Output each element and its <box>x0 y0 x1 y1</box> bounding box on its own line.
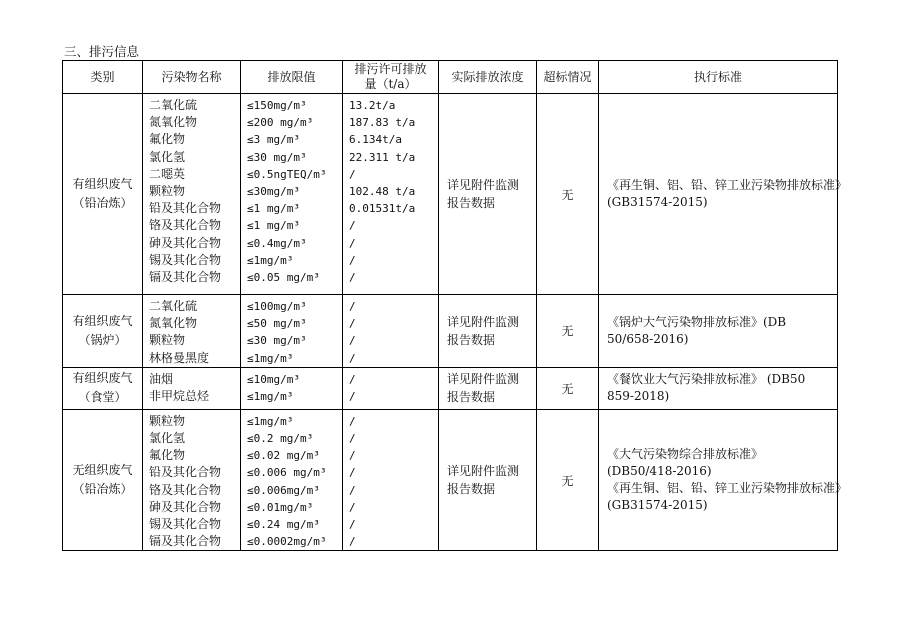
standard-cell <box>599 295 838 368</box>
header-permit <box>343 61 439 94</box>
permit-list-cell <box>343 409 439 551</box>
limit-list-cell <box>241 94 343 295</box>
pollutant-list-cell <box>143 295 241 368</box>
pollutant-name: 砷及其化合物 <box>149 235 222 250</box>
table-row <box>63 295 838 368</box>
actual-line: 报告数据 <box>447 390 496 405</box>
permit-value: 187.83 t/a <box>349 116 416 130</box>
actual-concentration-cell <box>439 367 537 409</box>
limit-value: ≤0.5ngTEQ/m³ <box>247 167 327 181</box>
table-row <box>63 94 838 295</box>
limit-value: ≤200 mg/m³ <box>247 116 314 130</box>
permit-value: / <box>349 351 356 365</box>
permit-value: / <box>349 449 356 463</box>
permit-value: 0.01531t/a <box>349 202 416 216</box>
limit-value: ≤30mg/m³ <box>247 184 300 198</box>
permit-value: / <box>349 334 356 348</box>
limit-list-cell <box>241 295 343 368</box>
actual-line: 报告数据 <box>447 332 496 347</box>
pollutant-name: 锡及其化合物 <box>149 516 222 531</box>
pollutant-name: 氮氧化物 <box>149 316 198 331</box>
permit-list-cell <box>343 295 439 368</box>
exceed-status-cell: 无 <box>537 409 599 551</box>
pollutant-name: 镉及其化合物 <box>149 269 222 284</box>
pollutant-name: 油烟 <box>149 371 174 386</box>
permit-value: / <box>349 466 356 480</box>
table-row <box>63 409 838 551</box>
section-heading: 三、排污信息 <box>64 44 140 59</box>
permit-value: / <box>349 483 356 497</box>
pollutant-name: 氯化氢 <box>149 430 186 445</box>
permit-value: / <box>349 414 356 428</box>
permit-value: / <box>349 300 356 313</box>
actual-line: 报告数据 <box>447 482 496 496</box>
limit-value: ≤30 mg/m³ <box>247 150 307 164</box>
pollutant-name: 镉及其化合物 <box>149 534 222 549</box>
limit-value: ≤10mg/m³ <box>247 372 300 386</box>
pollutant-name: 铬及其化合物 <box>149 482 222 497</box>
permit-value: / <box>349 389 356 403</box>
exceed-status-cell: 无 <box>537 367 599 409</box>
permit-value: / <box>349 317 356 331</box>
limit-value: ≤0.4mg/m³ <box>247 236 307 250</box>
limit-value: ≤3 mg/m³ <box>247 133 300 147</box>
category-cell <box>63 94 143 295</box>
limit-value: ≤0.01mg/m³ <box>247 500 314 514</box>
permit-value: / <box>349 517 356 531</box>
header-exceed: 超标情况 <box>537 61 599 94</box>
pollutant-name: 非甲烷总烃 <box>149 388 210 403</box>
standard-cell <box>599 409 848 551</box>
permit-value: / <box>349 253 356 267</box>
pollutant-name: 二噁英 <box>149 166 186 181</box>
header-limit: 排放限值 <box>241 61 343 94</box>
table-body <box>63 94 848 551</box>
limit-value: ≤0.05 mg/m³ <box>247 270 320 284</box>
limit-value: ≤1 mg/m³ <box>247 202 300 216</box>
category-line: （铅冶炼） <box>72 482 133 496</box>
limit-value: ≤0.02 mg/m³ <box>247 449 320 463</box>
standard-line: 50/658-2016) <box>607 331 689 346</box>
permit-list-cell <box>343 367 439 409</box>
pollution-discharge-table <box>62 60 848 551</box>
standard-line: 《大气污染物综合排放标准》 <box>607 447 764 461</box>
category-line: 有组织废气 <box>72 371 133 386</box>
header-permit-line2: 量（t/a） <box>364 77 417 91</box>
header-standard: 执行标准 <box>599 61 838 94</box>
permit-value: / <box>349 236 356 250</box>
limit-value: ≤0.24 mg/m³ <box>247 517 320 531</box>
limit-list-cell <box>241 409 343 551</box>
pollutant-name: 铅及其化合物 <box>149 201 222 216</box>
pollutant-name: 氟化物 <box>149 132 186 147</box>
permit-value: 13.2t/a <box>349 99 396 112</box>
permit-value: / <box>349 500 356 514</box>
actual-line: 详见附件监测 <box>447 314 520 329</box>
actual-concentration-cell <box>439 409 537 551</box>
standard-cell <box>599 94 848 295</box>
pollutant-name: 氟化物 <box>149 448 186 463</box>
standard-line: 《再生铜、铝、铅、锌工业污染物排放标准》 <box>607 481 848 495</box>
limit-value: ≤1mg/m³ <box>247 253 294 267</box>
standard-line: (DB50/418-2016) <box>607 464 712 478</box>
header-category: 类别 <box>63 61 143 94</box>
permit-value: / <box>349 270 356 284</box>
permit-value: 6.134t/a <box>349 133 402 147</box>
pollutant-name: 颗粒物 <box>149 183 186 198</box>
pollutant-name: 二氧化硫 <box>149 299 198 313</box>
table-row <box>63 367 838 409</box>
pollutant-name: 颗粒物 <box>149 413 186 428</box>
exceed-status-cell: 无 <box>537 295 599 368</box>
permit-value: / <box>349 535 356 549</box>
actual-line: 详见附件监测 <box>447 178 520 192</box>
category-cell <box>63 367 143 409</box>
standard-line: 《锅炉大气污染物排放标准》(DB <box>607 314 787 329</box>
standard-line: (GB31574-2015) <box>607 195 708 209</box>
pollutant-name: 铅及其化合物 <box>149 465 222 480</box>
pollutant-name: 林格曼黑度 <box>149 350 210 365</box>
limit-value: ≤1mg/m³ <box>247 389 294 403</box>
category-line: （铅冶炼） <box>72 196 133 210</box>
category-line: （锅炉） <box>78 332 127 347</box>
standard-line: (GB31574-2015) <box>607 498 708 512</box>
limit-list-cell <box>241 367 343 409</box>
pollutant-name: 二氧化硫 <box>149 98 198 112</box>
limit-value: ≤50 mg/m³ <box>247 317 307 331</box>
limit-value: ≤150mg/m³ <box>247 99 307 112</box>
permit-value: / <box>349 219 356 233</box>
permit-value: / <box>349 372 356 386</box>
category-line: 有组织废气 <box>72 177 133 191</box>
header-permit-line1: 排污许可排放 <box>354 62 427 76</box>
header-pollutant: 污染物名称 <box>143 61 241 94</box>
pollutant-name: 氯化氢 <box>149 149 186 164</box>
pollutant-name: 铬及其化合物 <box>149 218 222 233</box>
standard-cell <box>599 367 838 409</box>
permit-value: / <box>349 431 356 445</box>
limit-value: ≤0.2 mg/m³ <box>247 431 314 445</box>
permit-value: 102.48 t/a <box>349 184 416 198</box>
standard-line: 859-2018) <box>607 389 670 404</box>
category-cell <box>63 409 143 551</box>
pollutant-name: 砷及其化合物 <box>149 499 222 514</box>
limit-value: ≤30 mg/m³ <box>247 334 307 348</box>
limit-value: ≤1 mg/m³ <box>247 219 300 233</box>
pollutant-list-cell <box>143 409 241 551</box>
permit-value: / <box>349 167 356 181</box>
header-actual: 实际排放浓度 <box>439 61 537 94</box>
limit-value: ≤0.0002mg/m³ <box>247 535 327 549</box>
limit-value: ≤1mg/m³ <box>247 414 294 428</box>
standard-line: 《再生铜、铝、铅、锌工业污染物排放标准》 <box>607 178 848 192</box>
category-line: 有组织废气 <box>72 313 133 328</box>
pollutant-name: 颗粒物 <box>149 333 186 348</box>
pollutant-list-cell <box>143 94 241 295</box>
actual-line: 报告数据 <box>447 196 496 210</box>
limit-value: ≤100mg/m³ <box>247 300 307 313</box>
category-cell <box>63 295 143 368</box>
limit-value: ≤1mg/m³ <box>247 351 294 365</box>
permit-value: 22.311 t/a <box>349 150 416 164</box>
limit-value: ≤0.006mg/m³ <box>247 483 320 497</box>
pollutant-name: 锡及其化合物 <box>149 252 222 267</box>
actual-concentration-cell <box>439 94 537 295</box>
pollutant-name: 氮氧化物 <box>149 115 198 130</box>
table-header-row <box>63 61 838 94</box>
permit-list-cell <box>343 94 439 295</box>
actual-line: 详见附件监测 <box>447 464 520 478</box>
pollutant-list-cell <box>143 367 241 409</box>
limit-value: ≤0.006 mg/m³ <box>247 466 327 480</box>
category-line: （食堂） <box>78 390 127 405</box>
category-line: 无组织废气 <box>72 463 133 477</box>
actual-line: 详见附件监测 <box>447 372 520 387</box>
actual-concentration-cell <box>439 295 537 368</box>
standard-line: 《餐饮业大气污染排放标准》 (DB50 <box>607 372 806 387</box>
exceed-status-cell: 无 <box>537 94 599 295</box>
